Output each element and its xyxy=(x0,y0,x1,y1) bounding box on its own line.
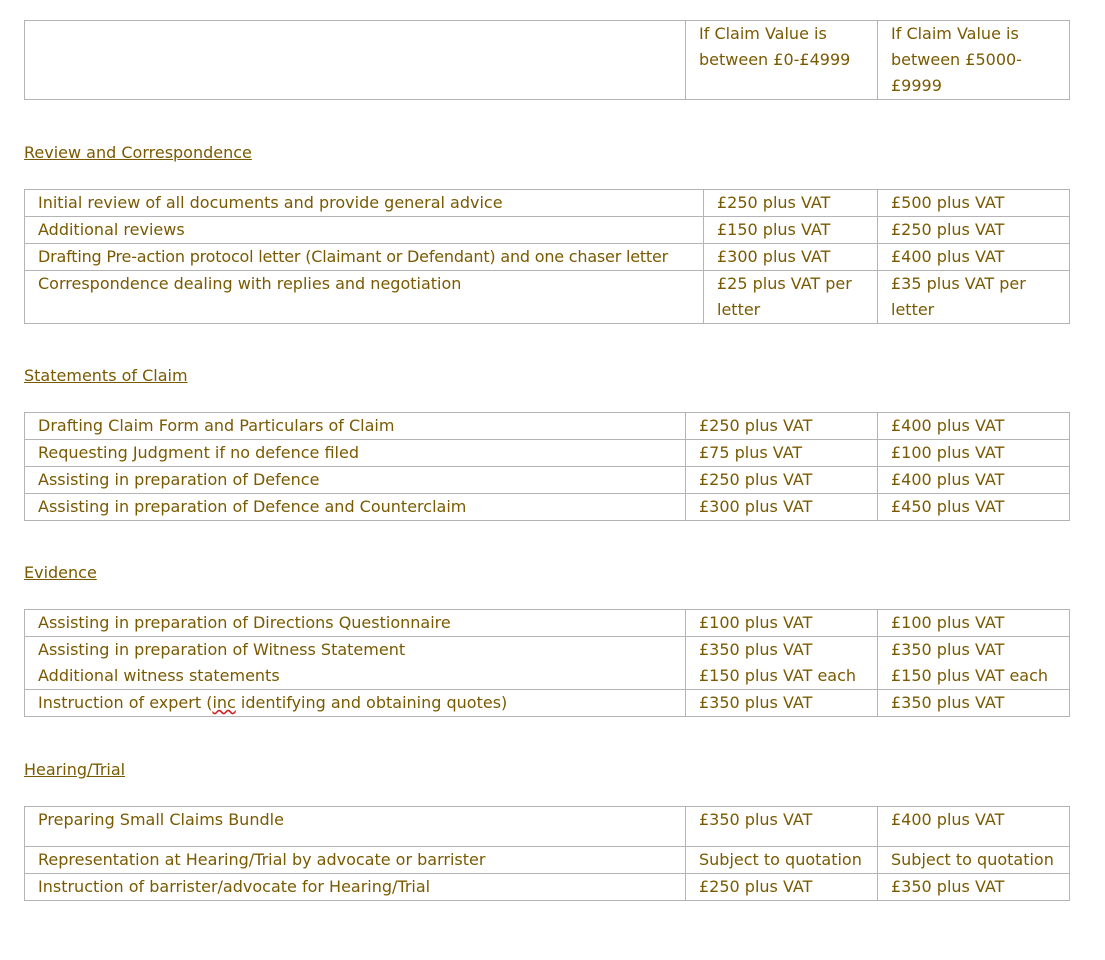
table-row xyxy=(25,244,1070,271)
service-cell: Additional reviews xyxy=(25,217,704,244)
claims-table xyxy=(24,412,1070,521)
service-cell: Preparing Small Claims Bundle xyxy=(25,807,686,847)
service-cell: Drafting Pre-action protocol letter (Claimant or Defendant) and one chaser letter xyxy=(25,244,704,271)
table-row xyxy=(25,807,1070,847)
high-price-cell: £35 plus VAT per letter xyxy=(878,271,1070,324)
table-row xyxy=(25,467,1070,494)
low-price-text: £350 plus VAT xyxy=(699,640,813,659)
low-price-additional-text: £150 plus VAT each xyxy=(699,666,857,685)
low-price-cell xyxy=(686,637,878,690)
high-price-cell: £250 plus VAT xyxy=(878,217,1070,244)
high-price-cell: £400 plus VAT xyxy=(878,244,1070,271)
service-cell: Correspondence dealing with replies and negotiation xyxy=(25,271,704,324)
service-text-post: identifying and obtaining quotes) xyxy=(235,693,508,712)
low-price-cell: £350 plus VAT xyxy=(686,690,878,717)
high-price-cell: £400 plus VAT xyxy=(878,413,1070,440)
section-heading-claims: Statements of Claim xyxy=(24,366,188,385)
high-price-additional-text: £150 plus VAT each xyxy=(891,666,1049,685)
high-price-cell: £450 plus VAT xyxy=(878,494,1070,521)
review-table xyxy=(24,189,1070,324)
low-price-cell: £300 plus VAT xyxy=(704,244,878,271)
table-row xyxy=(25,610,1070,637)
low-price-cell: £250 plus VAT xyxy=(704,190,878,217)
table-row xyxy=(25,190,1070,217)
high-price-cell xyxy=(878,637,1070,690)
section-heading-hearing: Hearing/Trial xyxy=(24,760,126,779)
low-price-cell: £75 plus VAT xyxy=(686,440,878,467)
table-row xyxy=(25,21,1070,100)
section-heading-review: Review and Correspondence xyxy=(24,143,252,162)
high-price-cell: £500 plus VAT xyxy=(878,190,1070,217)
header-table xyxy=(24,20,1070,100)
header-high-value-cell: If Claim Value is between £5000-£9999 xyxy=(878,21,1070,100)
service-cell: Assisting in preparation of Defence and Counterclaim xyxy=(25,494,686,521)
high-price-cell: Subject to quotation xyxy=(878,847,1070,874)
section-heading-evidence: Evidence xyxy=(24,563,97,582)
low-price-cell: £250 plus VAT xyxy=(686,467,878,494)
low-price-cell: Subject to quotation xyxy=(686,847,878,874)
table-row xyxy=(25,440,1070,467)
service-cell: Instruction of barrister/advocate for Hearing/Trial xyxy=(25,874,686,901)
table-row xyxy=(25,690,1070,717)
table-row xyxy=(25,874,1070,901)
high-price-cell: £400 plus VAT xyxy=(878,467,1070,494)
additional-witness-text: Additional witness statements xyxy=(38,666,280,685)
service-cell: Assisting in preparation of Directions Questionnaire xyxy=(25,610,686,637)
header-empty-cell xyxy=(25,21,686,100)
service-text-pre: Instruction of expert ( xyxy=(38,693,213,712)
high-price-text: £350 plus VAT xyxy=(891,640,1005,659)
table-row xyxy=(25,413,1070,440)
header-low-value-cell: If Claim Value is between £0-£4999 xyxy=(686,21,878,100)
service-cell: Representation at Hearing/Trial by advocate or barrister xyxy=(25,847,686,874)
service-cell: Assisting in preparation of Defence xyxy=(25,467,686,494)
table-row xyxy=(25,847,1070,874)
low-price-cell: £300 plus VAT xyxy=(686,494,878,521)
low-price-cell: £250 plus VAT xyxy=(686,413,878,440)
low-price-cell: £250 plus VAT xyxy=(686,874,878,901)
high-price-cell: £100 plus VAT xyxy=(878,610,1070,637)
table-row xyxy=(25,494,1070,521)
spelling-flagged-word: inc xyxy=(212,693,236,712)
low-price-cell: £350 plus VAT xyxy=(686,807,878,847)
low-price-cell: £100 plus VAT xyxy=(686,610,878,637)
high-price-cell: £400 plus VAT xyxy=(878,807,1070,847)
service-cell xyxy=(25,690,686,717)
witness-statement-text: Assisting in preparation of Witness Statement xyxy=(38,640,406,659)
service-cell xyxy=(25,637,686,690)
low-price-cell: £150 plus VAT xyxy=(704,217,878,244)
evidence-table xyxy=(24,609,1070,717)
hearing-table xyxy=(24,806,1070,901)
service-cell: Initial review of all documents and provide general advice xyxy=(25,190,704,217)
high-price-cell: £100 plus VAT xyxy=(878,440,1070,467)
high-price-cell: £350 plus VAT xyxy=(878,690,1070,717)
low-price-cell: £25 plus VAT per letter xyxy=(704,271,878,324)
high-price-cell: £350 plus VAT xyxy=(878,874,1070,901)
service-cell: Drafting Claim Form and Particulars of Claim xyxy=(25,413,686,440)
table-row xyxy=(25,271,1070,324)
service-cell: Requesting Judgment if no defence filed xyxy=(25,440,686,467)
table-row xyxy=(25,217,1070,244)
table-row xyxy=(25,637,1070,690)
